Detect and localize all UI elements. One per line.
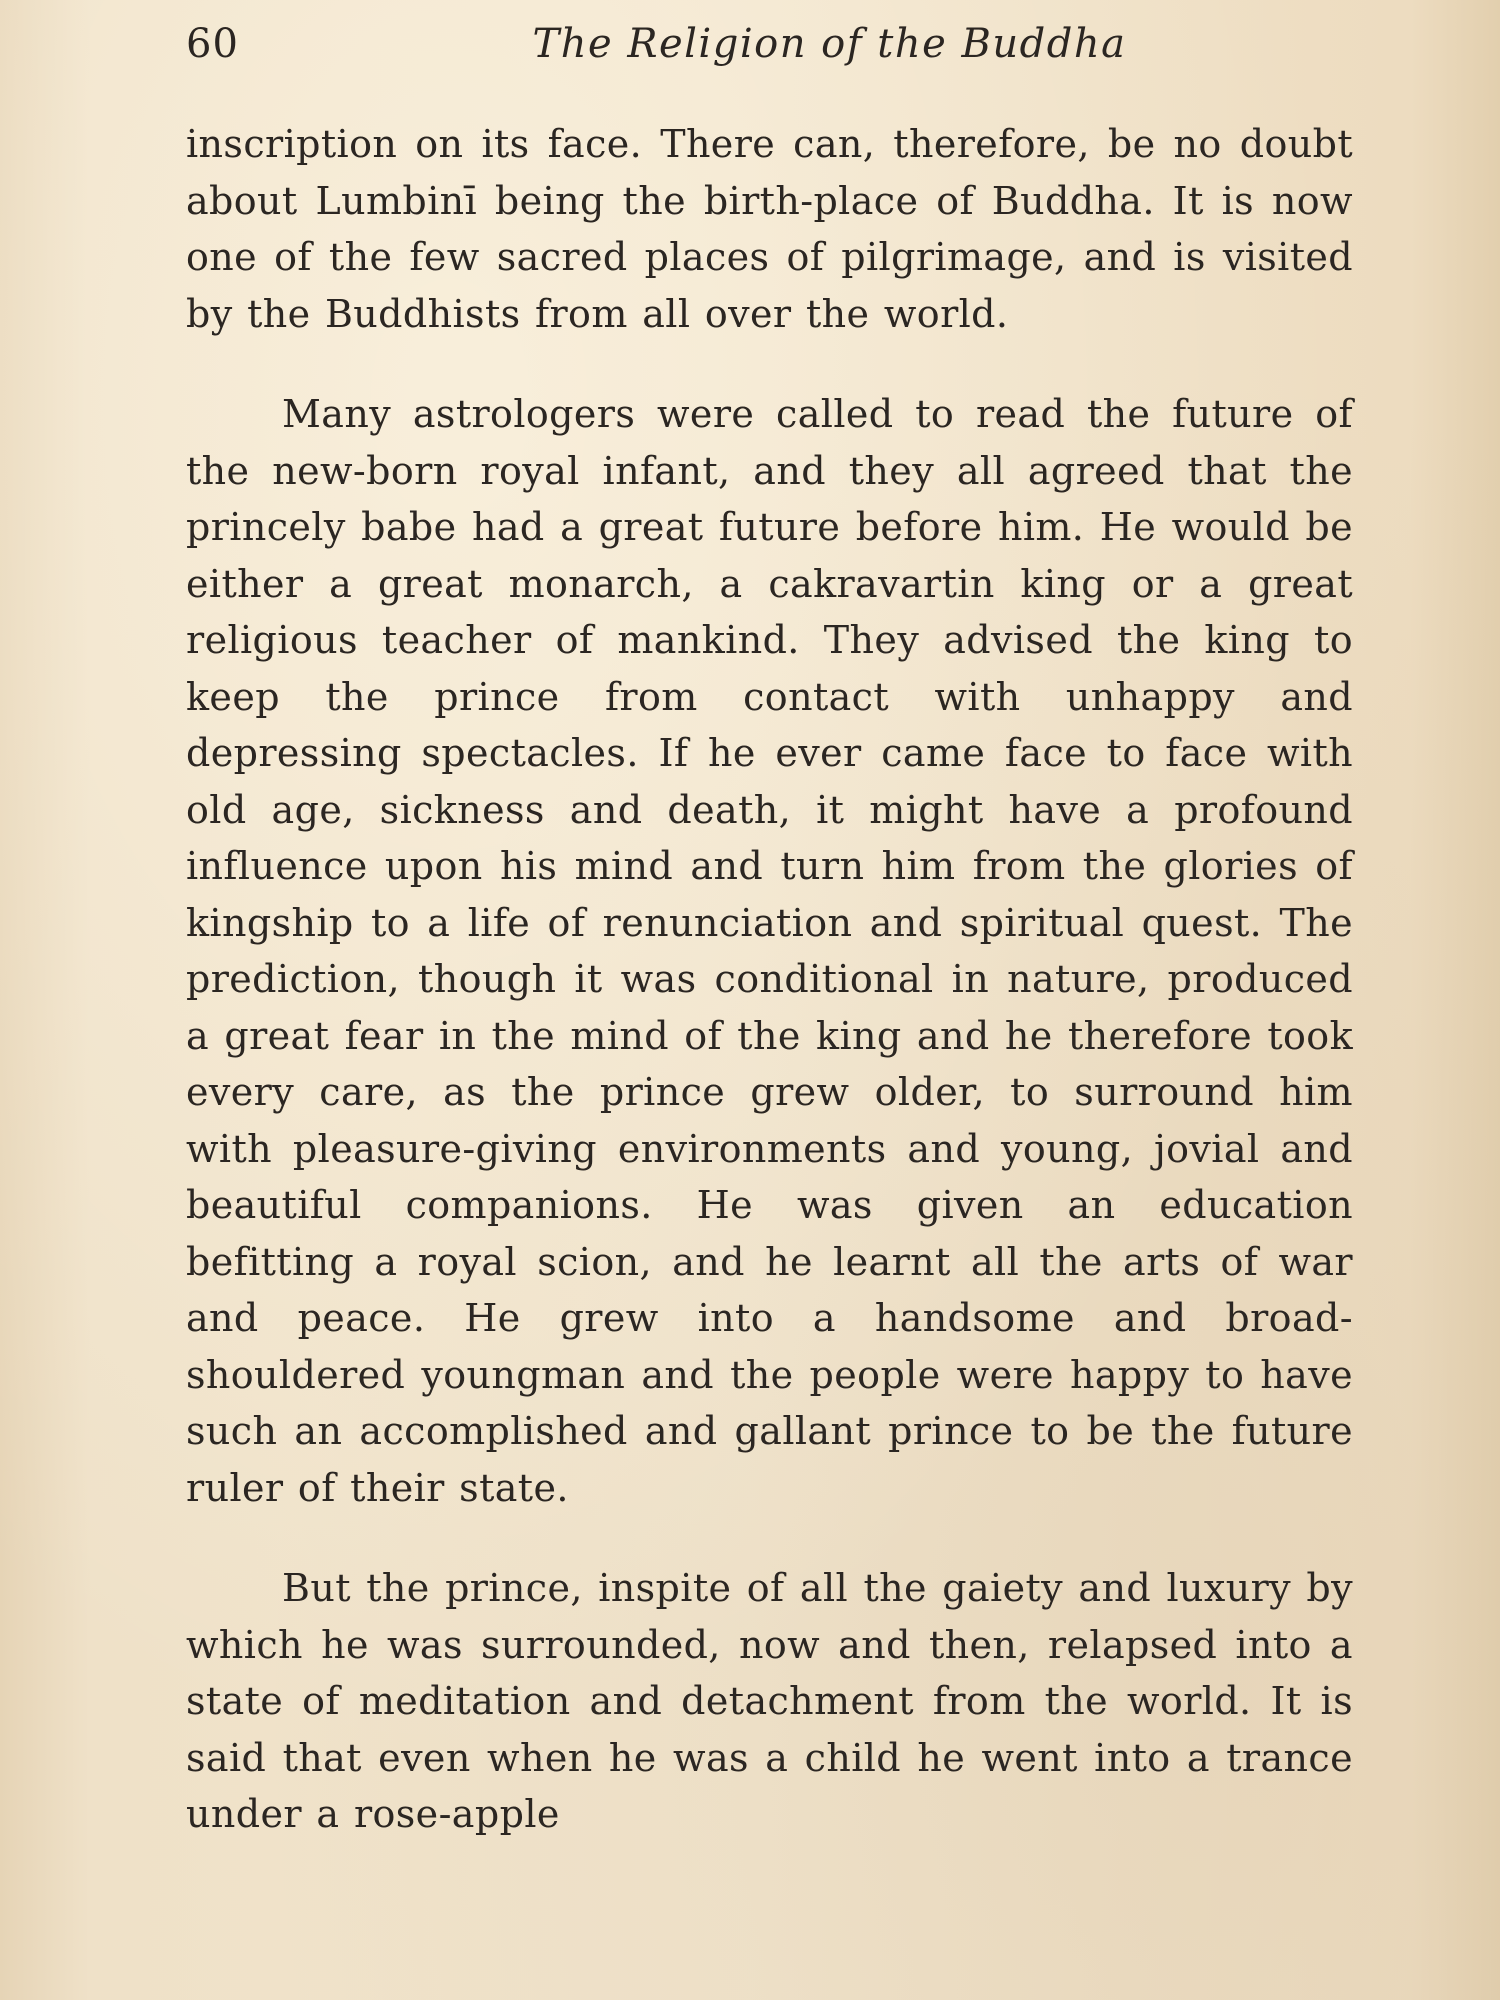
body-text	[186, 116, 1353, 1843]
page-number: 60	[186, 21, 239, 67]
paragraph-meditation: But the prince, inspite of all the gaiety and luxury by which he was surrounded, now and then, relapsed into a state of meditation and detachment from the world. It is said that even when he was a child he went into a trance under a rose-apple	[186, 1566, 1353, 1836]
page-header	[186, 14, 1353, 74]
paragraph-continuation: inscription on its face. There can, therefore, be no doubt about Lumbinī being the birth-place of Buddha. It is now one of the few sacred places of pilgrimage, and is visited by the Buddhists from all over the world.	[186, 122, 1353, 336]
running-title: The Religion of the Buddha	[532, 21, 1127, 67]
paragraph-astrologers: Many astrologers were called to read the future of the new-born royal infant, and they all agreed that the princely babe had a great future before him. He would be either a great monarch, a cakravartin king or a great religious teacher of mankind. They advised the king to keep the prince from contact with unhappy and depressing spectacles. If he ever came face to face with old age, sickness and death, it might have a profound influence upon his mind and turn him from the glories of kingship to a life of renunciation and spiritual quest. The prediction, though it was conditional in nature, produced a great fear in the mind of the king and he therefore took every care, as the prince grew older, to surround him with pleasure-giving environments and young, jovial and beautiful companions. He was given an education befitting a royal scion, and he learnt all the arts of war and peace. He grew into a handsome and broad-shouldered youngman and the people were happy to have such an accomplished and gallant prince to be the future ruler of their state.	[186, 392, 1353, 1510]
